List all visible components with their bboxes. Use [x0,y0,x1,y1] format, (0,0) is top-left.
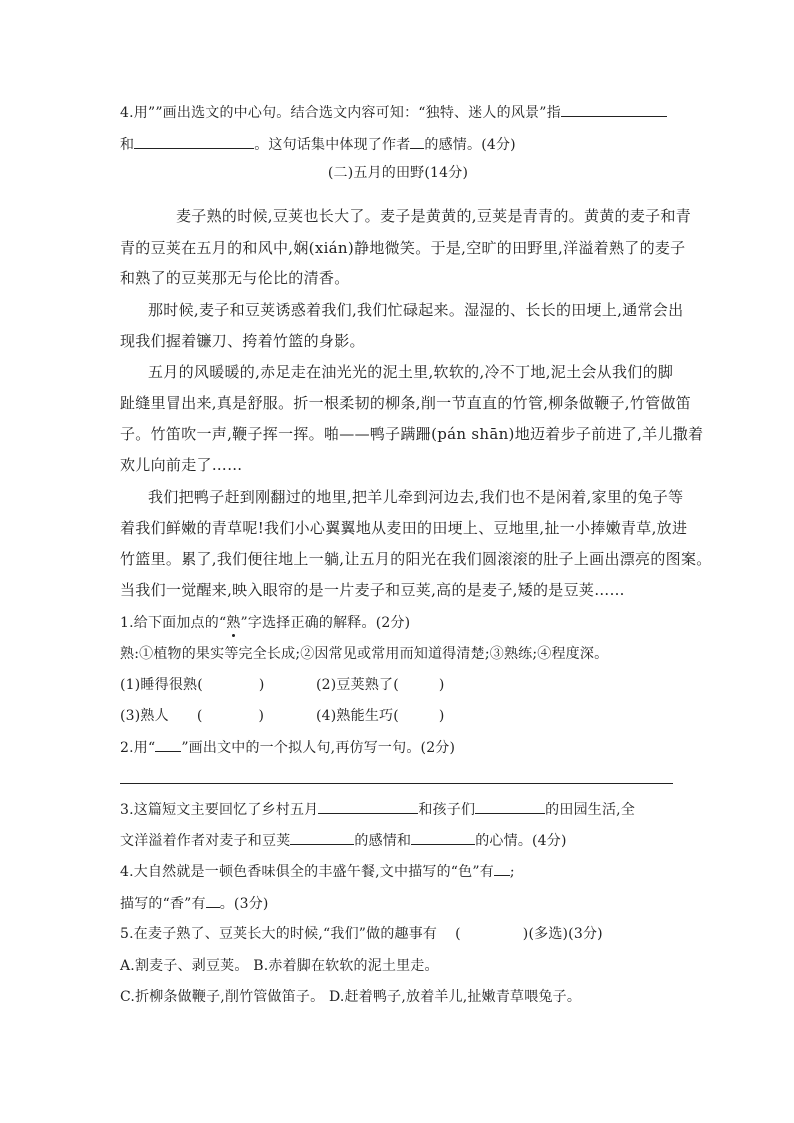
passage-line: 麦子熟的时候,豆荚也长大了。麦子是黄黄的,豆荚是青青的。黄黄的麦子和青 [176,207,692,225]
passage-line: 青的豆荚在五月的和风中,娴(xián)静地微笑。于是,空旷的田野里,洋溢着熟了的麦子 [120,239,686,257]
answer-blank[interactable] [411,830,475,845]
answer-blank[interactable] [561,102,667,117]
q3-text: 和孩子们 [418,802,476,818]
q1-item-text: (4)熟能生巧( [316,708,399,724]
q1-item-text: ) [438,677,445,693]
q1-item-text: (1)睡得很熟( [120,677,203,693]
q4-text: 描写的“香”有 [120,896,206,912]
passage-line: 当我们一觉醒来,映入眼帘的是一片麦子和豆荚,高的是麦子,矮的是豆荚…… [120,581,625,599]
passage-line: 现我们握着镰刀、挎着竹篮的身影。 [120,332,365,350]
q4-text: ; [509,864,515,880]
prev-q4-stem: 4.用””画出选文的中心句。结合选文内容可知：“独特、迷人的风景”指 [120,105,561,121]
q5-options-row2 [120,987,676,1007]
q5-option-a: A.割麦子、剥豆荚。 [120,958,249,974]
q3-line1 [120,799,676,820]
q5-stem-text: )(多选)(3分) [522,926,603,942]
passage-line: 竹篮里。累了,我们便往地上一躺,让五月的阳光在我们圆滚滚的肚子上画出漂亮的图案。 [120,550,712,568]
prev-q4-text: 的感情。(4分) [424,137,516,153]
answer-blank[interactable] [475,799,545,814]
q4-text: 。(3分) [219,896,269,912]
q2-stem-text: ”画出文中的一个拟人句,再仿写一句。(2分) [181,740,456,756]
passage-line: 趾缝里冒出来,真是舒服。折一根柔韧的柳条,削一节直直的竹管,柳条做鞭子,竹管做笛 [120,394,692,412]
q1-item-1 [120,677,265,693]
q1-stem-text: 1.给下面加点的“ [120,615,227,631]
q1-definitions: 熟:①植物的果实等完全长成;②因常见或常用而知道得清楚;③熟练;④程度深。 [120,646,609,662]
answer-blank[interactable] [410,134,424,149]
q5-option-d: D.赶着鸭子,放着羊儿,扯嫩青草喂兔子。 [328,989,582,1005]
q3-text: 3.这篇短文主要回忆了乡村五月 [120,802,319,818]
q2-stem [120,737,676,758]
q1-item-4 [316,706,445,726]
q5-stem-text: ( [455,926,461,942]
passage-line: 和熟了的豆荚那无与伦比的清香。 [120,269,350,287]
q3-line2 [120,830,676,851]
q1-item-text: (2)豆荚熟了( [316,677,399,693]
q5-stem-text: 5.在麦子熟了、豆荚长大的时候,“我们”做的趣事有 [120,926,438,942]
prev-q4-line1 [120,102,676,123]
q3-text: 的心情。(4分) [475,833,567,849]
q3-text: 的田园生活,全 [545,802,636,818]
answer-blank[interactable] [206,893,220,908]
passage-line: 子。竹笛吹一声,鞭子挥一挥。啪——鸭子蹒跚(pán shān)地迈着步子前进了,羊儿撒着 [120,425,704,443]
q5-option-c: C.折柳条做鞭子,削竹管做笛子。 [120,989,325,1005]
q1-item-2 [316,675,445,695]
dotted-character: 熟 [226,615,241,631]
q1-row2 [120,706,676,726]
q4-text: 4.大自然就是一顿色香味俱全的丰盛午餐,文中描写的“色”有 [120,864,494,880]
q1-item-3 [120,708,264,724]
q5-options-row1 [120,956,676,976]
passage-line: 着我们鲜嫩的青草呢!我们小心翼翼地从麦田的田埂上、豆地里,扯一小捧嫩青草,放进 [120,519,688,537]
underline-sample [155,737,181,752]
answer-blank[interactable] [134,134,254,149]
q3-text: 的感情和 [354,833,412,849]
q5-option-b: B.赤着脚在软软的泥土里走。 [253,958,439,974]
prev-q4-text: 和 [120,137,135,153]
section-title: (二)五月的田野(14分) [327,165,469,181]
passage-line: 五月的风暖暖的,赤足走在油光光的泥土里,软软的,冷不丁地,泥土会从我们的脚 [148,363,674,381]
q1-stem-text: ”字选择正确的解释。(2分) [240,615,411,631]
q1-item-text: ( [196,708,203,724]
prev-q4-line2 [120,134,676,155]
q1-item-text: ) [258,708,265,724]
q1-item-text: ) [258,677,265,693]
q1-stem [120,613,676,633]
q1-item-text: ) [438,708,445,724]
answer-blank[interactable] [494,861,510,876]
answer-blank[interactable] [318,799,418,814]
passage-line: 我们把鸭子赶到刚翻过的地里,把羊儿牵到河边去,我们也不是闲着,家里的兔子等 [148,488,684,506]
answer-blank[interactable] [290,830,354,845]
q5-stem [120,924,676,944]
q4-line2 [120,893,676,914]
q1-row1 [120,675,676,695]
passage-line: 欢儿向前走了…… [120,456,243,474]
q1-item-text: (3)熟人 [120,708,169,724]
q2-answer-line[interactable] [120,783,673,784]
q3-text: 文洋溢着作者对麦子和豆荚 [120,833,291,849]
q2-stem-text: 2.用“ [120,740,156,756]
passage-line: 那时候,麦子和豆荚诱惑着我们,我们忙碌起来。湿湿的、长长的田埂上,通常会出 [148,301,684,319]
prev-q4-text: 。这句话集中体现了作者 [254,137,411,153]
q4-line1 [120,861,676,882]
